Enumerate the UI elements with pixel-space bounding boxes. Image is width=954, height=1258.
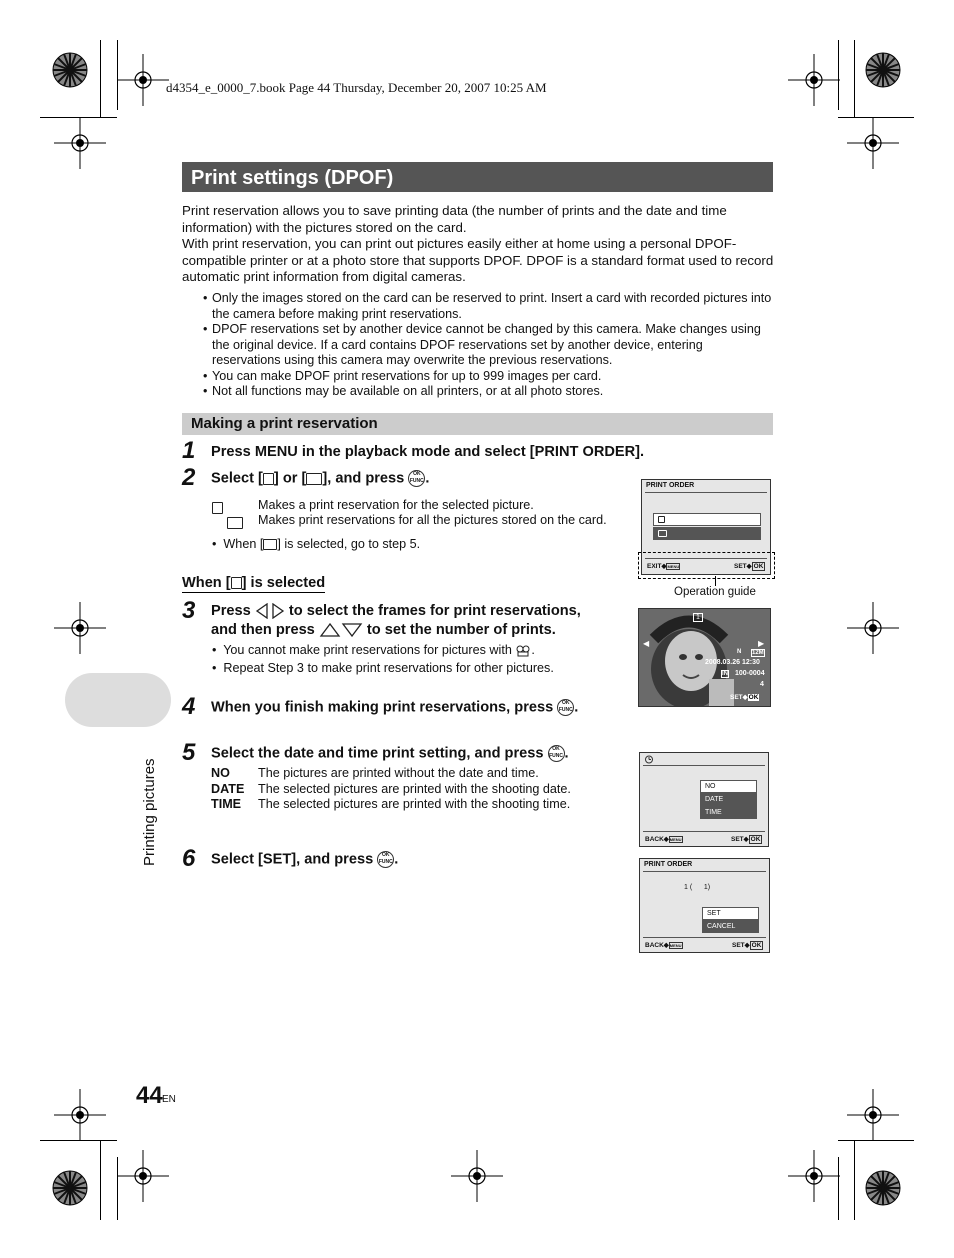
ok-func-icon: OK FUNC [408, 470, 425, 487]
bullet-item: • Only the images stored on the card can be reserved to print. Insert a card with recorded pictures into the camera before making print reservations. [212, 291, 774, 322]
set-label: SET◆OK [730, 694, 759, 701]
step-3-note-2: • Repeat Step 3 to make print reservations for other pictures. [212, 661, 554, 675]
exit-label: EXIT◆MENU [647, 563, 680, 570]
ok-func-icon: OK FUNC [548, 745, 565, 762]
bullet-item: • You can make DPOF print reservations for up to 999 images per card. [212, 369, 774, 385]
step-2-text-c: ], and press [322, 470, 409, 487]
step-3-text-a: Press [211, 603, 255, 619]
size-indicator: N [737, 649, 742, 655]
set-label: SET◆ OK [731, 836, 761, 843]
set-text: SET [731, 836, 744, 843]
note-text: You cannot make print reservations for pictures with [223, 643, 516, 657]
intro-paragraph-1: Print reservation allows you to save printing data (the number of prints and the date and time information) with the pictures stored on the card. [182, 203, 727, 235]
memory-indicator: IN [722, 671, 728, 677]
subheading-when-selected [182, 575, 325, 593]
page-title: Print settings (DPOF) [182, 162, 773, 192]
step-1-text-a: Press [211, 444, 255, 460]
print-all-icon [227, 517, 243, 529]
set-text: SET [734, 563, 747, 570]
step-number: 5 [182, 739, 196, 766]
step-3-text-c: and then press [211, 622, 319, 638]
step-6 [182, 845, 195, 873]
ok-func-icon: OK FUNC [377, 851, 394, 868]
set-label: SET◆ OK [734, 563, 764, 570]
step-3 [182, 597, 195, 625]
step-2-text [211, 470, 429, 487]
file-number: 100-0004 [735, 670, 765, 677]
set-text: SET [732, 942, 745, 949]
screen-header: PRINT ORDER [644, 861, 693, 868]
step-2-text-d: . [425, 470, 430, 487]
ok-key-label: OK [753, 563, 764, 570]
step-2-text-a: Select [ [211, 470, 263, 487]
note-text-b: ] is selected, go to step 5. [277, 537, 421, 551]
term-time: TIME [211, 797, 242, 811]
ok-key-label: OK [748, 694, 759, 701]
option-time[interactable]: TIME [700, 806, 757, 819]
print-single-icon [231, 577, 242, 589]
back-label: BACK◆MENU [645, 836, 682, 843]
option-date[interactable]: DATE [700, 793, 757, 806]
desc-time: The selected pictures are printed with the shooting time. [258, 797, 571, 811]
frame-number: 4 [760, 681, 764, 688]
step-4 [182, 693, 195, 721]
operation-guide-outline [638, 552, 775, 579]
print-single-icon [658, 516, 665, 523]
step-2-text-b: ] or [ [273, 470, 307, 487]
screen-header: PRINT ORDER [646, 482, 695, 489]
quality-indicator: 12M [752, 650, 764, 656]
desc-no: The pictures are printed without the date and time. [258, 766, 539, 780]
note-text: Repeat Step 3 to make print reservations for other pictures. [223, 661, 554, 675]
print-single-icon [263, 473, 274, 485]
book-info: d4354_e_0000_7.book Page 44 Thursday, December 20, 2007 10:25 AM [166, 80, 547, 95]
back-text: BACK [645, 942, 664, 949]
step-5 [182, 739, 195, 767]
date-print-screen [639, 752, 769, 847]
step-5-text-main: Select the date and time print setting, and press [211, 745, 548, 762]
definition-all: Makes print reservations for all the pictures stored on the card. [258, 513, 607, 527]
page-number: 44 [136, 1082, 163, 1109]
print-count: 1 [693, 613, 703, 622]
term-no: NO [211, 766, 230, 780]
print-all-icon [306, 473, 322, 485]
ok-key-label: OK [751, 942, 762, 949]
photo-preview-screen [638, 608, 771, 707]
print-single-icon [212, 502, 223, 514]
subheading-text-b: ] is selected [241, 575, 326, 591]
option-cancel[interactable]: CANCEL [702, 920, 759, 933]
callout-line [715, 576, 716, 586]
operation-guide-label: Operation guide [674, 586, 756, 598]
step-2-note: • When [ ] is selected, go to step 5. [212, 537, 421, 551]
left-right-arrows-icon [255, 603, 285, 619]
step-2 [182, 464, 195, 492]
print-all-icon [263, 539, 277, 550]
step-number: 6 [182, 845, 196, 872]
step-3-note-1: • You cannot make print reservations for pictures with . [212, 643, 535, 657]
term-date: DATE [211, 782, 245, 796]
clock-icon [644, 755, 654, 764]
option-set[interactable]: SET [702, 907, 759, 920]
back-label: BACK◆MENU [645, 942, 682, 949]
step-5-text-end: . [564, 745, 569, 762]
menu-key-label: MENU [669, 943, 682, 948]
step-5-text [211, 745, 569, 762]
order-summary: 1 ( 1) [684, 884, 711, 891]
set-text: SET [730, 694, 743, 701]
menu-key-label: MENU [667, 564, 680, 569]
language-code: EN [162, 1094, 176, 1105]
step-1-text-b: in the playback mode and select [PRINT ORDER]. [297, 444, 645, 460]
desc-date: The selected pictures are printed with the shooting date. [258, 782, 571, 796]
step-6-text [211, 851, 398, 868]
print-all-icon [658, 530, 667, 537]
bullet-item: • Not all functions may be available on all printers, or at all photo stores. [212, 384, 774, 400]
bullet-item: • DPOF reservations set by another device cannot be changed by this camera. Make changes using the original device. If a card contains DPOF reservations set by another device, entering reservations using this camera may overwrite the previous reservations. [212, 322, 774, 369]
section-title: Making a print reservation [182, 413, 773, 435]
movie-icon [515, 645, 531, 657]
step-3-text-d: to set the number of prints. [362, 622, 556, 638]
child-photo [639, 609, 770, 706]
exit-text: EXIT [647, 563, 662, 570]
step-3-text-line1 [211, 603, 581, 619]
step-number: 4 [182, 693, 196, 720]
menu-key-label: MENU [669, 837, 682, 842]
step-number: 2 [182, 464, 196, 491]
step-6-text-main: Select [SET], and press [211, 851, 378, 868]
left-arrow-icon: ◀ [643, 639, 650, 648]
intro-paragraph-2: With print reservation, you can print out pictures easily either at home using a personal DPOF-compatible printer or at a photo store that supports DPOF. DPOF is a standard format used to record automatic print information from digital cameras. [182, 236, 774, 284]
step-6-text-end: . [394, 851, 399, 868]
menu-button-label: MENU [254, 444, 298, 460]
menu-item-single[interactable] [653, 513, 761, 526]
step-1 [182, 437, 195, 465]
chapter-label: Printing pictures [141, 758, 158, 866]
back-text: BACK [645, 836, 664, 843]
up-down-arrows-icon [319, 622, 363, 638]
subheading-text-a: When [ [182, 575, 231, 591]
definition-single: Makes a print reservation for the selected picture. [258, 498, 534, 512]
print-order-confirm-screen [639, 858, 770, 953]
step-4-text [211, 699, 578, 716]
step-number: 1 [182, 437, 196, 464]
set-label: SET◆ OK [732, 942, 762, 949]
ok-func-icon: OK FUNC [557, 699, 574, 716]
step-4-text-main: When you finish making print reservations, press [211, 699, 558, 716]
right-arrow-icon: ▶ [758, 639, 765, 648]
step-3-text-line2 [211, 622, 556, 638]
ok-key-label: OK [750, 836, 761, 843]
option-no[interactable]: NO [700, 780, 757, 793]
photo-date: 2008.03.26 12:30 [705, 659, 760, 666]
note-text-a: When [ [223, 537, 264, 551]
chapter-tab [65, 673, 171, 727]
step-number: 3 [182, 597, 196, 624]
menu-item-all[interactable] [653, 527, 761, 540]
step-1-text [211, 444, 644, 460]
step-3-text-b: to select the frames for print reservations, [284, 603, 581, 619]
step-4-text-end: . [574, 699, 579, 716]
